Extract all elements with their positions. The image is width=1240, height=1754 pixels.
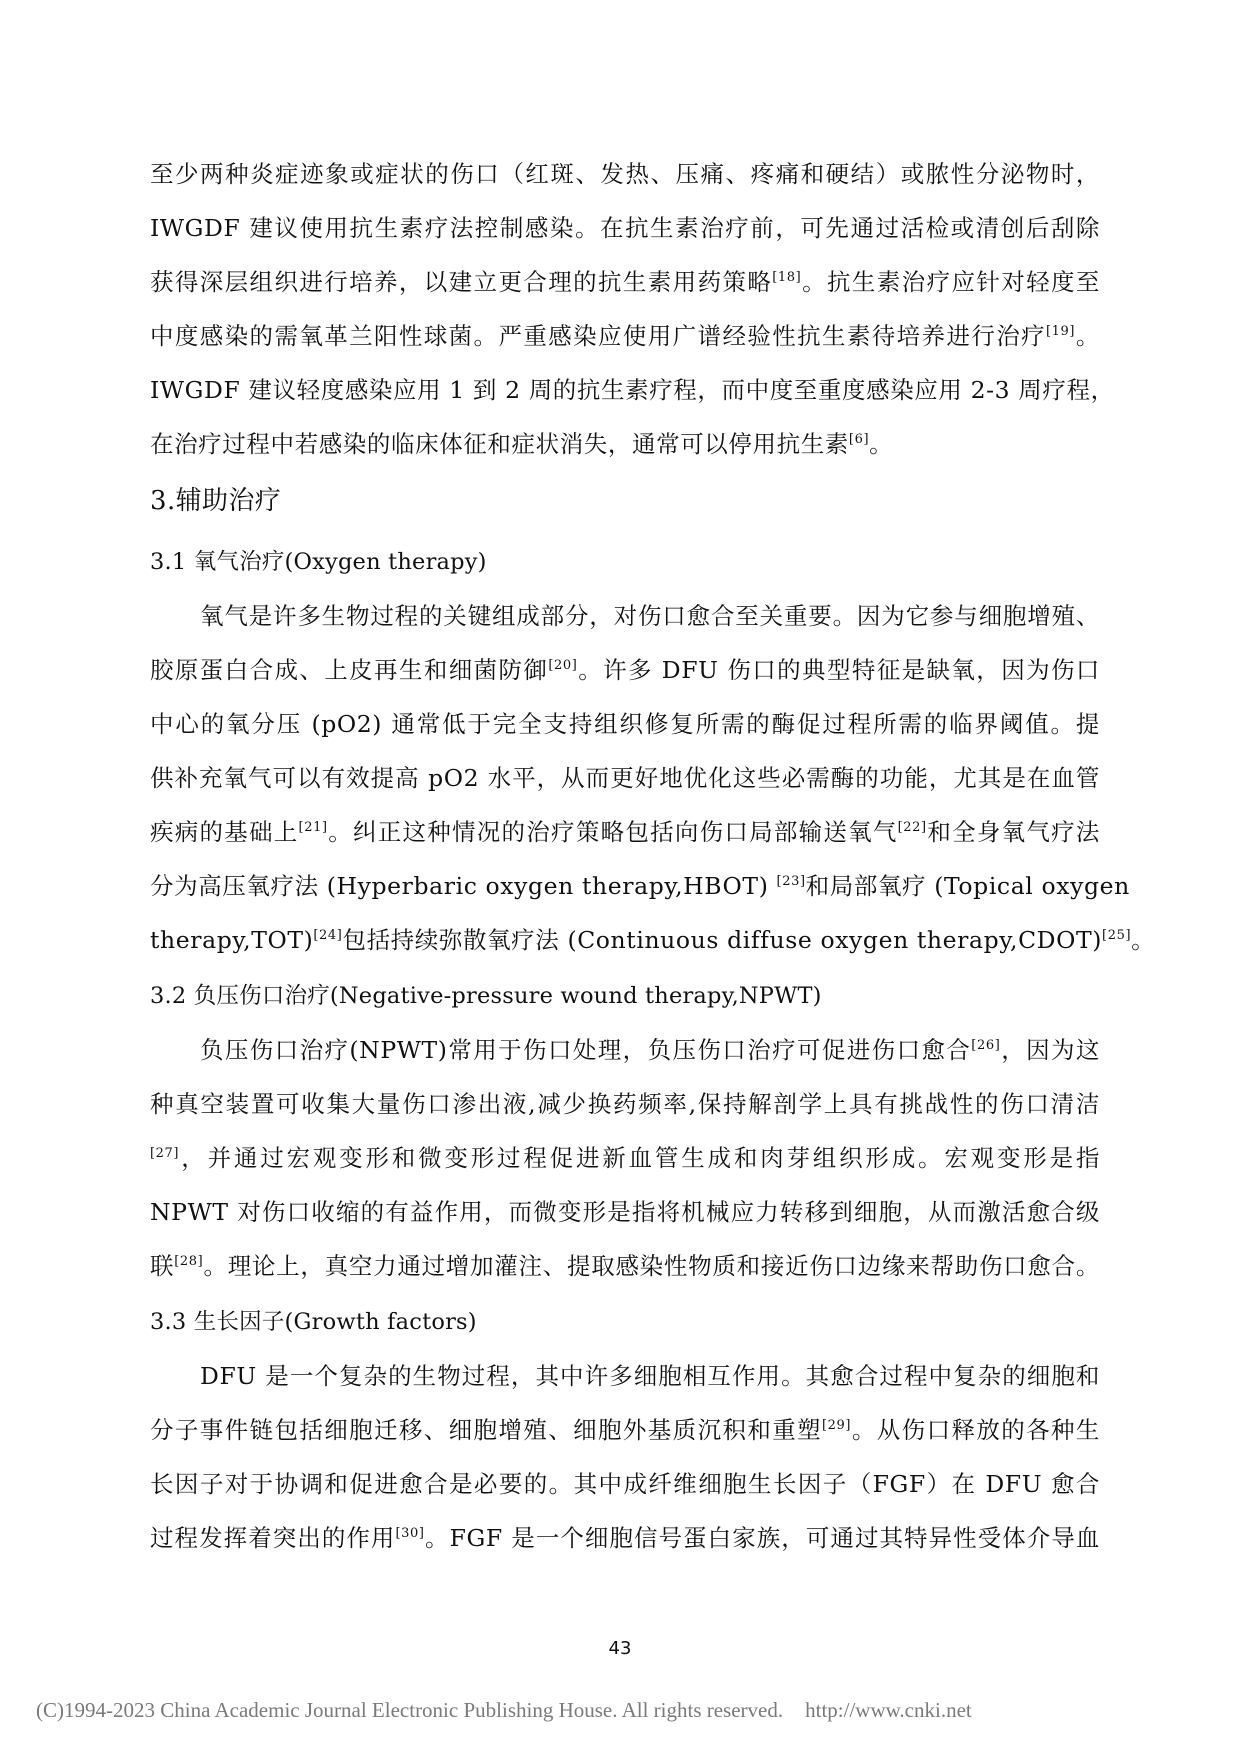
- section-heading: 3.辅助治疗: [150, 486, 282, 516]
- citation: [27]: [150, 1146, 180, 1162]
- citation: [28]: [174, 1254, 204, 1270]
- body-line: NPWT 对伤口收缩的有益作用，而微变形是指将机械应力转移到细胞，从而激活愈合级: [150, 1198, 1100, 1226]
- body-line: DFU 是一个复杂的生物过程，其中许多细胞相互作用。其愈合过程中复杂的细胞和: [200, 1362, 1100, 1390]
- citation: [20]: [548, 658, 578, 674]
- citation: [30]: [395, 1526, 425, 1542]
- body-line: 联[28]。理论上，真空力通过增加灌注、提取感染性物质和接近伤口边缘来帮助伤口愈合。: [150, 1252, 1100, 1280]
- copyright-footer: [36, 1698, 1236, 1723]
- subsection-heading: 3.2 负压伤口治疗(Negative-pressure wound therapy,NPWT): [150, 983, 822, 1009]
- citation: [19]: [1046, 324, 1076, 340]
- citation: [25]: [1102, 928, 1132, 944]
- subsection-heading: 3.1 氧气治疗(Oxygen therapy): [150, 549, 487, 575]
- citation: [24]: [313, 928, 343, 944]
- subsection-heading: 3.3 生长因子(Growth factors): [150, 1309, 477, 1335]
- citation: [6]: [848, 432, 870, 448]
- body-line: 长因子对于协调和促进愈合是必要的。其中成纤维细胞生长因子（FGF）在 DFU 愈合: [150, 1470, 1100, 1498]
- copyright-text: (C)1994-2023 China Academic Journal Electronic Publishing House. All rights reserved.: [36, 1698, 784, 1722]
- body-line: 至少两种炎症迹象或症状的伤口（红斑、发热、压痛、疼痛和硬结）或脓性分泌物时，: [150, 160, 1100, 188]
- body-line: 分子事件链包括细胞迁移、细胞增殖、细胞外基质沉积和重塑[29]。从伤口释放的各种生: [150, 1416, 1101, 1444]
- body-line: 供补充氧气可以有效提高 pO2 水平，从而更好地优化这些必需酶的功能，尤其是在血管: [150, 764, 1100, 792]
- citation: [23]: [776, 874, 806, 890]
- body-line: 获得深层组织进行培养，以建立更合理的抗生素用药策略[18]。抗生素治疗应针对轻度至: [150, 268, 1100, 296]
- body-line: 氧气是许多生物过程的关键组成部分，对伤口愈合至关重要。因为它参与细胞增殖、: [200, 602, 1100, 630]
- citation: [18]: [772, 270, 802, 286]
- body-line: 胶原蛋白合成、上皮再生和细菌防御[20]。许多 DFU 伤口的典型特征是缺氧，因为伤口: [150, 656, 1100, 684]
- footer-url[interactable]: http://www.cnki.net: [805, 1698, 972, 1722]
- body-line: 负压伤口治疗(NPWT)常用于伤口处理，负压伤口治疗可促进伤口愈合[26]，因为这: [200, 1036, 1100, 1064]
- body-line: 种真空装置可收集大量伤口渗出液,减少换药频率,保持解剖学上具有挑战性的伤口清洁: [150, 1090, 1100, 1118]
- body-line: 疾病的基础上[21]。纠正这种情况的治疗策略包括向伤口局部输送氧气[22]和全身氧气疗法: [150, 818, 1100, 846]
- citation: [29]: [822, 1418, 852, 1434]
- citation: [26]: [971, 1038, 1001, 1054]
- body-line: IWGDF 建议轻度感染应用 1 到 2 周的抗生素疗程，而中度至重度感染应用 2-3 周疗程，: [150, 376, 1115, 404]
- citation: [21]: [298, 820, 328, 836]
- body-line: 在治疗过程中若感染的临床体征和症状消失，通常可以停用抗生素[6]。: [150, 430, 894, 458]
- body-line: [27]，并通过宏观变形和微变形过程促进新血管生成和肉芽组织形成。宏观变形是指: [150, 1144, 1100, 1172]
- page-number: 43: [608, 1638, 632, 1659]
- body-line: 中心的氧分压 (pO2) 通常低于完全支持组织修复所需的酶促过程所需的临界阈值。提: [150, 710, 1100, 738]
- citation: [22]: [897, 820, 927, 836]
- body-line: 中度感染的需氧革兰阳性球菌。严重感染应使用广谱经验性抗生素待培养进行治疗[19]。: [150, 322, 1100, 350]
- body-line: 过程发挥着突出的作用[30]。FGF 是一个细胞信号蛋白家族，可通过其特异性受体介导血: [150, 1524, 1100, 1552]
- body-line: therapy,TOT)[24]包括持续弥散氧疗法 (Continuous diffuse oxygen therapy,CDOT)[25]。: [150, 926, 1156, 954]
- body-line: 分为高压氧疗法 (Hyperbaric oxygen therapy,HBOT) [23]和局部氧疗 (Topical oxygen: [150, 872, 1130, 900]
- body-line: IWGDF 建议使用抗生素疗法控制感染。在抗生素治疗前，可先通过活检或清创后刮除: [150, 214, 1100, 242]
